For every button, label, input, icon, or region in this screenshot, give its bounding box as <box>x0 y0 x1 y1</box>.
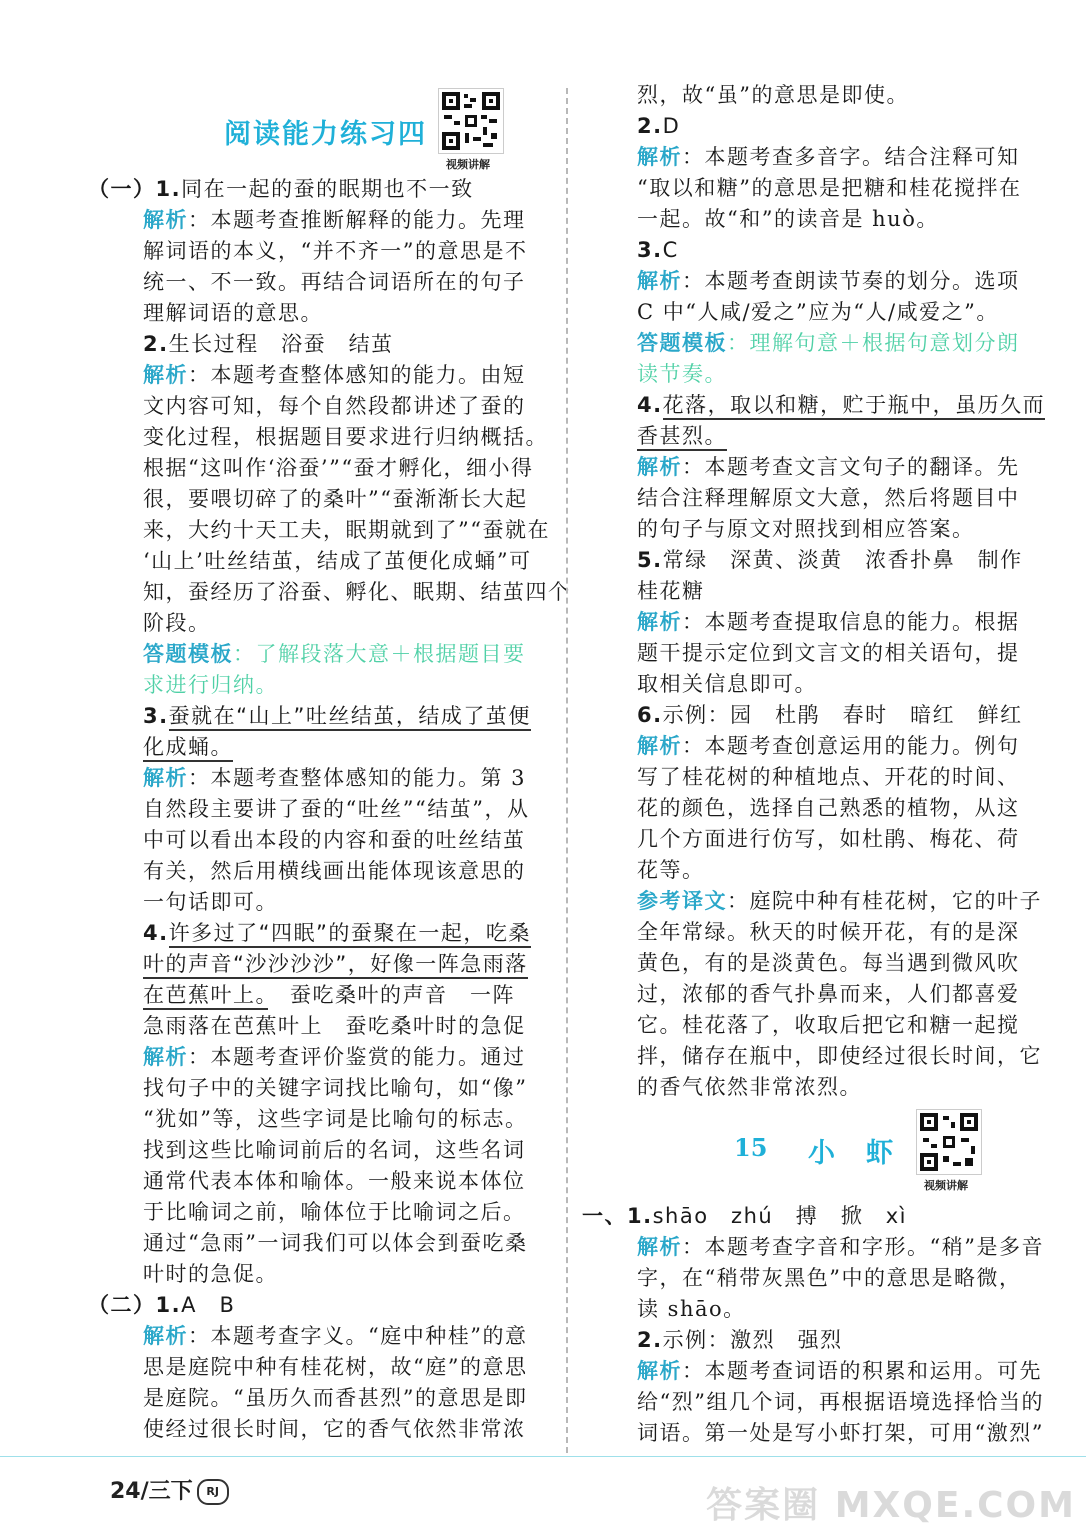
template-text: 求进行归纳。 <box>143 673 278 697</box>
left-column <box>88 82 571 1445</box>
answer-line <box>118 1352 528 1383</box>
template-text: ：了解段落大意＋根据题目要 <box>233 642 526 666</box>
answer-line <box>612 576 1022 607</box>
answer-line <box>118 701 531 732</box>
answer-line <box>612 1418 1044 1449</box>
answer-line <box>118 453 534 484</box>
analysis-text: 过，浓郁的香气扑鼻而来，人们都喜爱 <box>637 982 1020 1006</box>
answer-line <box>118 794 528 825</box>
question-number: 4. <box>637 393 663 417</box>
analysis-label: 解析 <box>637 1235 682 1259</box>
answer-line <box>118 577 571 608</box>
analysis-text: ：本题考查整体感知的能力。第 3 <box>188 766 527 790</box>
answer-line <box>118 391 528 422</box>
analysis-label: 解析 <box>143 363 188 387</box>
analysis-label: 解析 <box>637 269 682 293</box>
template-text: 读节奏。 <box>637 362 727 386</box>
analysis-text: 黄色，有的是淡黄色。每当遇到微风吹 <box>637 951 1020 975</box>
watermark: 答案圈 MXQE.COM <box>706 1485 1076 1526</box>
qr-caption: 视频讲解 <box>446 158 490 171</box>
left-title-block <box>118 82 528 174</box>
analysis-text: 统一、不一致。再结合词语所在的句子 <box>143 270 526 294</box>
answer-line <box>612 731 1022 762</box>
answer-line <box>118 670 528 701</box>
answer-line <box>612 1010 1022 1041</box>
question-number: 4. <box>143 921 169 945</box>
analysis-text: ：本题考查提取信息的能力。根据 <box>682 610 1020 634</box>
answer-line <box>612 111 1022 142</box>
answer-line <box>118 205 528 236</box>
answer-line <box>118 1073 528 1104</box>
question-number: 2. <box>637 114 663 138</box>
answer-text: 化成蛹。 <box>143 735 233 762</box>
analysis-text: 找句子中的关键字词找比喻句，如“像” <box>143 1076 528 1100</box>
answer-text: 叶的声音“沙沙沙沙”，好像一阵急雨落 <box>143 952 528 979</box>
analysis-label: 解析 <box>637 1359 682 1383</box>
template-text: ：理解句意＋根据句意划分朗 <box>727 331 1020 355</box>
answer-text: shāo zhú 搏 掀 xì <box>652 1204 907 1228</box>
answer-line <box>118 298 528 329</box>
analysis-text: ：本题考查整体感知的能力。由短 <box>188 363 526 387</box>
analysis-text: 是庭院。“虽历久而香甚烈”的意思是即 <box>143 1386 528 1410</box>
answer-line <box>612 173 1022 204</box>
answer-line <box>612 1072 1022 1103</box>
answer-line <box>612 1232 1044 1263</box>
template-label: 答题模板 <box>143 642 233 666</box>
grade-label: /三下 <box>140 1479 193 1504</box>
right-answer-lines-a <box>612 80 1046 1103</box>
answer-line <box>118 329 528 360</box>
analysis-text: 中可以看出本段的内容和蚕的吐丝结茧 <box>143 828 526 852</box>
analysis-text: ‘山上’吐丝结茧，结成了茧便化成蛹”可 <box>143 549 532 573</box>
answer-text: 同在一起的蚕的眠期也不一致 <box>181 177 474 201</box>
answer-line <box>118 546 532 577</box>
answer-text: 香甚烈。 <box>637 424 727 451</box>
answer-line <box>612 886 1042 917</box>
answer-line <box>118 1383 528 1414</box>
answer-text: 在芭蕉叶上。 <box>143 983 268 1010</box>
analysis-text: 根据“这叫作‘浴蚕’”“蚕才孵化，细小得 <box>143 456 534 480</box>
analysis-text: 题干提示定位到文言文的相关语句，提 <box>637 641 1020 665</box>
left-answer-lines <box>88 174 571 1445</box>
question-number: 3. <box>143 704 169 728</box>
analysis-text: 有关，然后用横线画出能体现该意思的 <box>143 859 526 883</box>
analysis-label: 解析 <box>143 208 188 232</box>
analysis-label: 解析 <box>143 766 188 790</box>
right-answer-lines-b <box>582 1201 1044 1449</box>
answer-line <box>612 421 1022 452</box>
answer-text: 生长过程 浴蚕 结茧 <box>168 332 394 356</box>
footer-rule <box>0 1456 1086 1457</box>
answer-line <box>118 1011 528 1042</box>
analysis-label: 解析 <box>637 610 682 634</box>
answer-line <box>612 1387 1044 1418</box>
answer-line <box>118 1104 528 1135</box>
question-number: （二）1. <box>88 1293 182 1317</box>
answer-line <box>612 328 1022 359</box>
analysis-text: 使经过很长时间，它的香气依然非常浓 <box>143 1417 526 1441</box>
analysis-text: 一句话即可。 <box>143 890 278 914</box>
answer-line <box>612 793 1022 824</box>
answer-line <box>612 917 1022 948</box>
analysis-text: 几个方面进行仿写，如杜鹃、梅花、荷 <box>637 827 1020 851</box>
page-footer <box>110 1474 229 1505</box>
analysis-text: C 中“人咸/爱之”应为“人/咸爱之”。 <box>637 300 999 324</box>
analysis-text: ：本题考查朗读节奏的划分。选项 <box>682 269 1020 293</box>
answer-line <box>118 949 528 980</box>
answer-line <box>612 979 1022 1010</box>
analysis-label: 解析 <box>143 1045 188 1069</box>
analysis-text: 的句子与原文对照找到相应答案。 <box>637 517 975 541</box>
analysis-text: 花的颜色，选择自己熟悉的植物，从这 <box>637 796 1020 820</box>
answer-line <box>118 608 528 639</box>
answer-line <box>612 1263 1022 1294</box>
lesson-number: 15 <box>734 1133 768 1162</box>
analysis-text: ：本题考查多音字。结合注释可知 <box>682 145 1020 169</box>
page-number: 24 <box>110 1479 141 1504</box>
analysis-text: ：本题考查字义。“庭中种桂”的意 <box>188 1324 528 1348</box>
analysis-text: 通过“急雨”一词我们可以体会到蚕吃桑 <box>143 1231 528 1255</box>
answer-text: A B <box>181 1293 236 1317</box>
analysis-text: 字，在“稍带灰黑色”中的意思是略微， <box>637 1266 1022 1290</box>
answer-line <box>118 515 550 546</box>
question-number: 5. <box>637 548 663 572</box>
answer-line <box>88 174 528 205</box>
analysis-text: 自然段主要讲了蚕的“吐丝”“结茧”，从 <box>143 797 530 821</box>
analysis-text: ：本题考查创意运用的能力。例句 <box>682 734 1020 758</box>
analysis-text: 写了桂花树的种植地点、开花的时间、 <box>637 765 1020 789</box>
analysis-text: 词语。第一处是写小虾打架，可用“激烈” <box>637 1421 1044 1445</box>
answer-line <box>118 484 528 515</box>
answer-line <box>118 1321 528 1352</box>
analysis-label: 参考译文 <box>637 889 727 913</box>
analysis-text: 一起。故“和”的读音是 huò。 <box>637 207 939 231</box>
answer-line <box>118 856 528 887</box>
answer-line <box>118 639 528 670</box>
analysis-text: 结合注释理解原文大意，然后将题目中 <box>637 486 1020 510</box>
answer-text: 蚕就在“山上”吐丝结茧，结成了茧便 <box>169 704 531 731</box>
answer-line <box>118 267 528 298</box>
answer-line <box>612 297 1022 328</box>
analysis-label: 解析 <box>143 1324 188 1348</box>
edition-badge: RJ <box>197 1479 229 1505</box>
analysis-label: 解析 <box>637 145 682 169</box>
answer-line <box>118 1259 528 1290</box>
analysis-text: ：本题考查字音和字形。“稍”是多音 <box>682 1235 1044 1259</box>
answer-line <box>612 452 1022 483</box>
analysis-text: 知，蚕经历了浴蚕、孵化、眠期、结茧四个 <box>143 580 571 604</box>
answer-line <box>612 514 1022 545</box>
answer-line <box>118 918 531 949</box>
section-title: 阅读能力练习四 <box>224 119 427 150</box>
analysis-text: 解词语的本义，“并不齐一”的意思是不 <box>143 239 528 263</box>
analysis-text: “犹如”等，这些字词是比喻句的标志。 <box>143 1107 528 1131</box>
lesson-header <box>612 1103 1022 1201</box>
analysis-text: 通常代表本体和喻体。一般来说本体位 <box>143 1169 526 1193</box>
answer-text: 示例：激烈 强烈 <box>662 1328 843 1352</box>
analysis-label: 解析 <box>637 734 682 758</box>
analysis-text: 全年常绿。秋天的时候开花，有的是深 <box>637 920 1020 944</box>
answer-line <box>612 235 1022 266</box>
answer-line <box>118 763 528 794</box>
answer-line <box>612 948 1022 979</box>
question-number: 6. <box>637 703 663 727</box>
analysis-text: 阶段。 <box>143 611 211 635</box>
analysis-text: ：本题考查词语的积累和运用。可先 <box>682 1359 1042 1383</box>
analysis-label: 解析 <box>637 455 682 479</box>
analysis-text: 它。桂花落了，收取后把它和糖一起搅 <box>637 1013 1020 1037</box>
answer-line <box>582 1201 1022 1232</box>
analysis-text: 来，大约十天工夫，眠期就到了”“蚕就在 <box>143 518 550 542</box>
answer-text: 花落，取以和糖，贮于瓶中，虽历久而 <box>663 393 1046 420</box>
answer-line <box>612 855 1022 886</box>
answer-line <box>612 1325 1022 1356</box>
analysis-text: 烈，故“虽”的意思是即使。 <box>637 83 909 107</box>
answer-line <box>118 1166 528 1197</box>
analysis-text: 给“烈”组几个词，再根据语境选择恰当的 <box>637 1390 1044 1414</box>
answer-text: 许多过了“四眠”的蚕聚在一起，吃桑 <box>169 921 531 948</box>
analysis-text: 理解词语的意思。 <box>143 301 323 325</box>
answer-line <box>118 980 528 1011</box>
answer-line <box>612 80 1022 111</box>
answer-line <box>118 1414 528 1445</box>
answer-line <box>612 142 1022 173</box>
question-number: 2. <box>143 332 169 356</box>
answer-line <box>612 669 1022 700</box>
answer-line <box>118 422 548 453</box>
answer-text: D <box>662 114 681 138</box>
answer-line <box>118 360 528 391</box>
analysis-text: 拌，储存在瓶中，即使经过很长时间，它 <box>637 1044 1042 1068</box>
analysis-text: 变化过程，根据题目要求进行归纳概括。 <box>143 425 548 449</box>
qr-code-icon[interactable] <box>438 88 504 154</box>
answer-line <box>612 824 1022 855</box>
answer-line <box>612 638 1022 669</box>
answer-text: 蚕吃桑叶的声音 一阵 <box>267 983 515 1007</box>
answer-line <box>612 1356 1042 1387</box>
analysis-text: ：本题考查推断解释的能力。先理 <box>188 208 526 232</box>
answer-line <box>612 390 1046 421</box>
answer-line <box>118 887 528 918</box>
lesson-title: 小 虾 <box>808 1138 895 1169</box>
analysis-text: 叶时的急促。 <box>143 1262 278 1286</box>
question-number: 3. <box>637 238 663 262</box>
answer-line <box>612 607 1022 638</box>
template-label: 答题模板 <box>637 331 727 355</box>
answer-line <box>118 1135 528 1166</box>
question-number: 2. <box>637 1328 663 1352</box>
analysis-text: 读 shāo。 <box>637 1297 746 1321</box>
qr-code-icon[interactable] <box>916 1109 982 1175</box>
analysis-text: 找到这些比喻词前后的名词，这些名词 <box>143 1138 526 1162</box>
question-number: 一、1. <box>582 1204 653 1228</box>
answer-line <box>612 545 1022 576</box>
answer-text: 桂花糖 <box>637 579 705 603</box>
answer-line <box>118 236 528 267</box>
column-divider <box>566 88 568 1453</box>
analysis-text: 花等。 <box>637 858 705 882</box>
answer-line <box>612 266 1022 297</box>
answer-line <box>612 204 1022 235</box>
answer-line <box>612 359 1022 390</box>
answer-text: C <box>662 238 679 262</box>
answer-line <box>118 1228 528 1259</box>
answer-line <box>118 825 528 856</box>
answer-line <box>612 700 1022 731</box>
analysis-text: 的香气依然非常浓烈。 <box>637 1075 862 1099</box>
analysis-text: 取相关信息即可。 <box>637 672 817 696</box>
right-column <box>582 80 1046 1449</box>
analysis-text: ：本题考查文言文句子的翻译。先 <box>682 455 1020 479</box>
answer-text: 急雨落在芭蕉叶上 蚕吃桑叶时的急促 <box>143 1014 526 1038</box>
answer-text: 示例：园 杜鹃 春时 暗红 鲜红 <box>662 703 1023 727</box>
analysis-text: 思是庭院中种有桂花树，故“庭”的意思 <box>143 1355 528 1379</box>
question-number: （一）1. <box>88 177 182 201</box>
answer-text: 常绿 深黄、淡黄 浓香扑鼻 制作 <box>662 548 1023 572</box>
analysis-text: “取以和糖”的意思是把糖和桂花搅拌在 <box>637 176 1022 200</box>
answer-line <box>118 732 528 763</box>
answer-line <box>88 1290 528 1321</box>
analysis-text: ：庭院中种有桂花树，它的叶子 <box>727 889 1042 913</box>
answer-line <box>612 762 1022 793</box>
analysis-text: 于比喻词之前，喻体位于比喻词之后。 <box>143 1200 526 1224</box>
analysis-text: ：本题考查评价鉴赏的能力。通过 <box>188 1045 526 1069</box>
answer-line <box>612 483 1022 514</box>
answer-line <box>612 1294 1022 1325</box>
analysis-text: 文内容可知，每个自然段都讲述了蚕的 <box>143 394 526 418</box>
answer-line <box>612 1041 1042 1072</box>
answer-line <box>118 1197 528 1228</box>
qr-caption: 视频讲解 <box>924 1179 968 1192</box>
answer-line <box>118 1042 528 1073</box>
analysis-text: 很，要喂切碎了的桑叶”“蚕渐渐长大起 <box>143 487 528 511</box>
